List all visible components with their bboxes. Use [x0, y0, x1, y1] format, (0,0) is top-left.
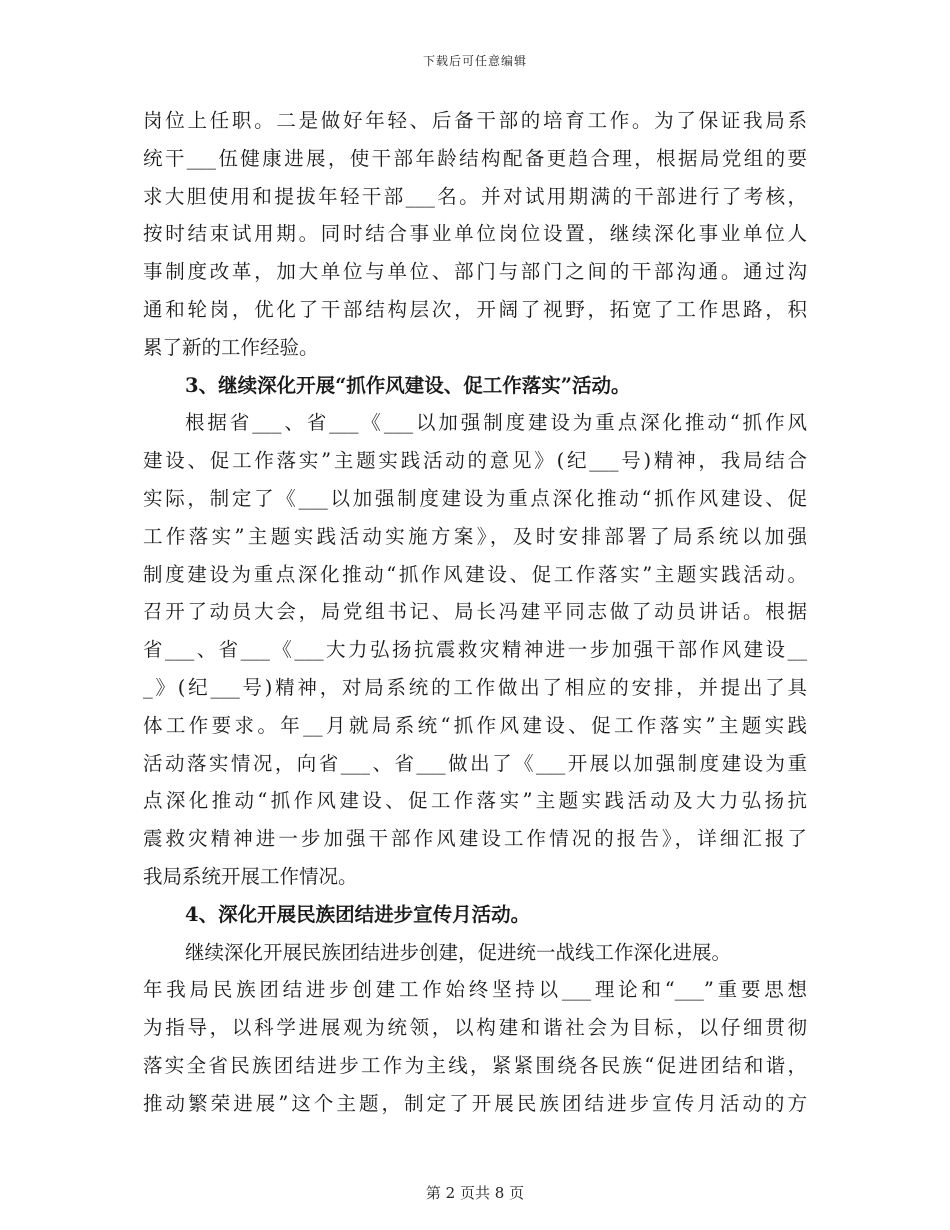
paragraph-line: 落实全省民族团结进步工作为主线，紧紧围绕各民族“促进团结和谐，: [143, 1053, 807, 1077]
paragraph-line: 累了新的工作经验。: [143, 335, 319, 359]
paragraph-line: 事制度改革，加大单位与单位、部门与部门之间的干部沟通。通过沟: [143, 260, 807, 284]
paragraph-line: 年我局民族团结进步创建工作始终坚持以___理论和“___”重要思想: [143, 978, 807, 1002]
paragraph-line: 通和轮岗，优化了干部结构层次，开阔了视野，拓宽了工作思路，积: [143, 297, 807, 321]
section-heading: 4、深化开展民族团结进步宣传月活动。: [185, 902, 531, 926]
paragraph-line: 建设、促工作落实”主题实践活动的意见》(纪___号)精神，我局结合: [143, 449, 807, 473]
section-heading: 3、继续深化开展“抓作风建设、促工作落实”活动。: [185, 373, 631, 397]
page-header: 下载后可任意编辑: [422, 54, 527, 68]
page-footer: 第 2 页共 8 页: [425, 1184, 525, 1202]
paragraph-line: 统干___伍健康进展，使干部年龄结构配备更趋合理，根据局党组的要: [143, 146, 807, 170]
paragraph-line: _》(纪___号)精神，对局系统的工作做出了相应的安排，并提出了具: [143, 675, 807, 699]
paragraph-line: 为指导，以科学进展观为统领，以构建和谐社会为目标，以仔细贯彻: [143, 1016, 807, 1040]
paragraph-line: 推动繁荣进展”这个主题，制定了开展民族团结进步宣传月活动的方: [143, 1091, 807, 1115]
paragraph-line: 继续深化开展民族团结进步创建，促进统一战线工作深化进展。: [185, 940, 732, 964]
paragraph-line: 我局系统开展工作情况。: [143, 864, 358, 888]
paragraph-line: 召开了动员大会，局党组书记、局长冯建平同志做了动员讲话。根据: [143, 600, 807, 624]
paragraph-line: 活动落实情况，向省___、省___做出了《___开展以加强制度建设为重: [143, 751, 807, 775]
paragraph-line: 省___、省___《___大力弘扬抗震救灾精神进一步加强干部作风建设__: [143, 638, 807, 662]
paragraph-line: 制度建设为重点深化推动“抓作风建设、促工作落实”主题实践活动。: [143, 562, 807, 586]
paragraph-line: 求大胆使用和提拔年轻干部___名。并对试用期满的干部进行了考核，: [143, 184, 807, 208]
paragraph-line: 根据省___、省___《___以加强制度建设为重点深化推动“抓作风: [185, 411, 807, 435]
paragraph-line: 体工作要求。年__月就局系统“抓作风建设、促工作落实”主题实践: [143, 713, 807, 737]
paragraph-line: 点深化推动“抓作风建设、促工作落实”主题实践活动及大力弘扬抗: [143, 789, 807, 813]
paragraph-line: 按时结束试用期。同时结合事业单位岗位设置，继续深化事业单位人: [143, 222, 807, 246]
paragraph-line: 工作落实”主题实践活动实施方案》，及时安排部署了局系统以加强: [143, 524, 807, 548]
paragraph-line: 震救灾精神进一步加强干部作风建设工作情况的报告》，详细汇报了: [143, 827, 807, 851]
document-body: [143, 102, 807, 1123]
paragraph-line: 实际，制定了《___以加强制度建设为重点深化推动“抓作风建设、促: [143, 486, 807, 510]
paragraph-line: 岗位上任职。二是做好年轻、后备干部的培育工作。为了保证我局系: [143, 109, 807, 132]
